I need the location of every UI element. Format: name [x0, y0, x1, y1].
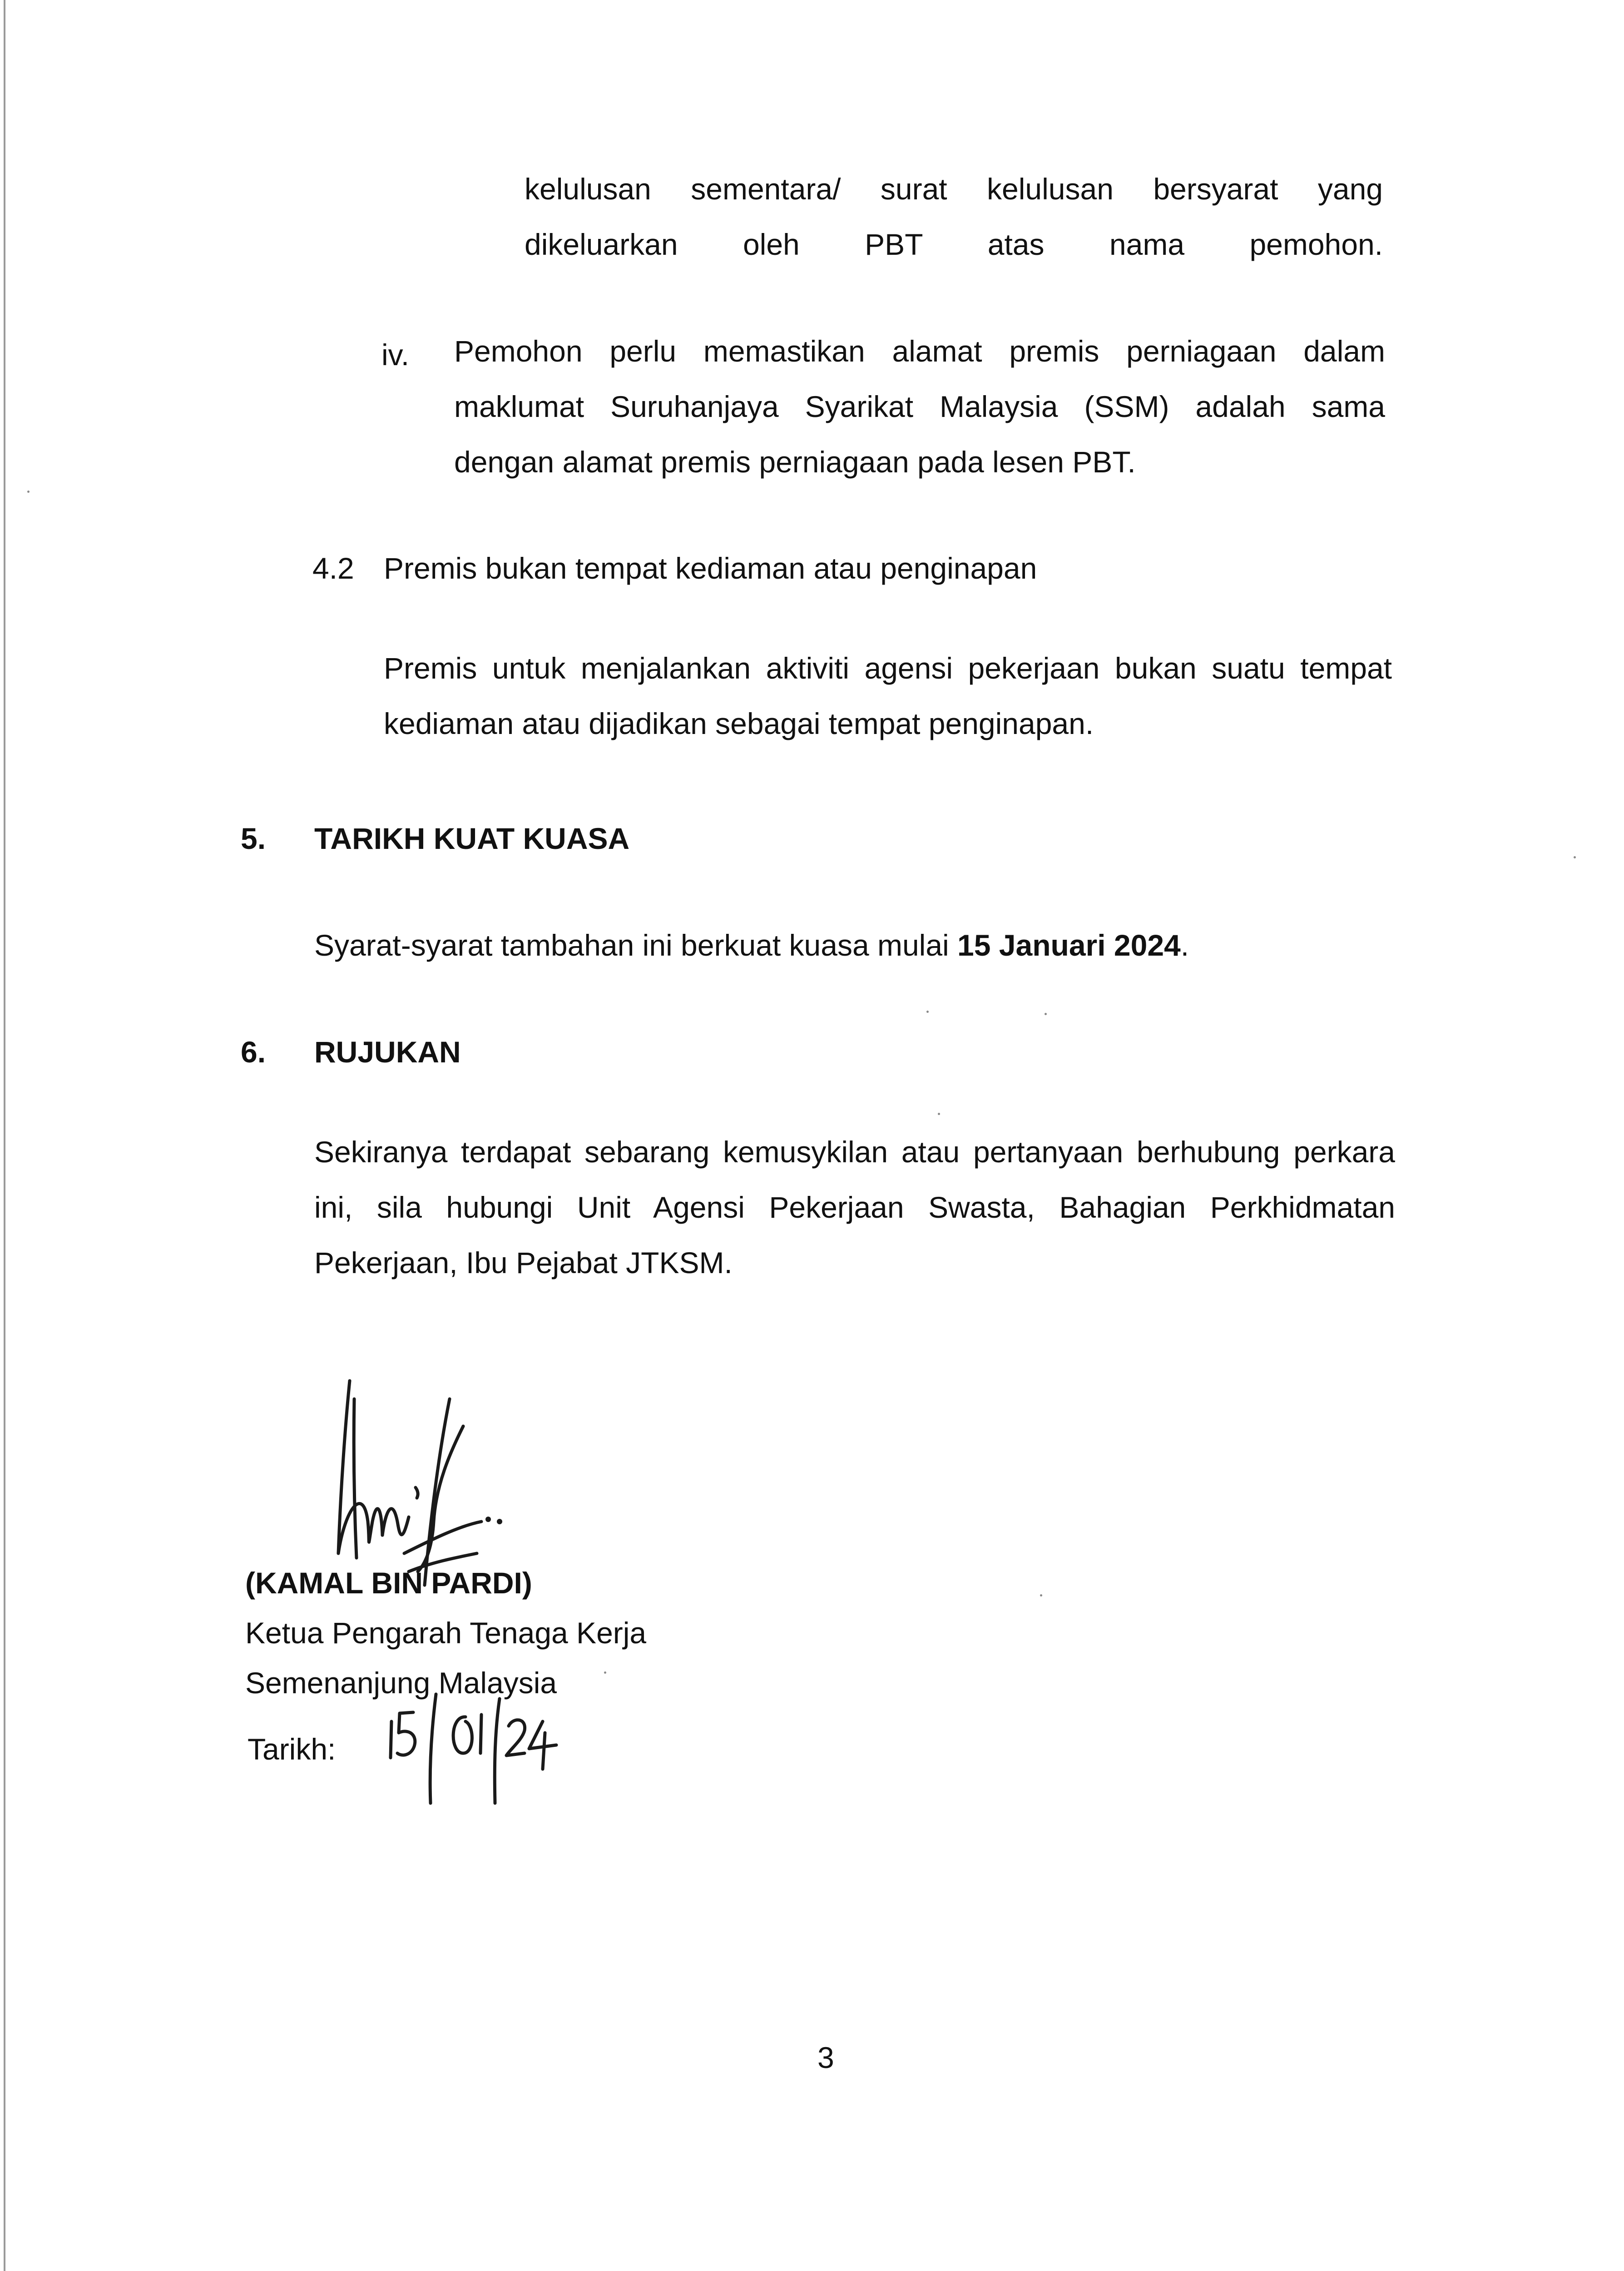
section-5-number: 5. [241, 822, 266, 855]
section-5-title: TARIKH KUAT KUASA [314, 822, 630, 855]
scan-speck [926, 1011, 929, 1013]
section-4-2-number: 4.2 [312, 551, 354, 585]
section-6-text: Sekiranya terdapat sebarang kemusykilan atau pertanyaan berhubung perkara ini, sila hubungi Unit Agensi Pekerjaan Swasta, Bahagian Perkhidmatan Pekerjaan, Ibu Pejabat JTKSM. [314, 1135, 1395, 1279]
section-4-2-text: Premis untuk menjalankan aktiviti agensi pekerjaan bukan suatu tempat kediaman atau dijadikan sebagai tempat penginapan. [384, 651, 1392, 740]
signatory-position-line1: Ketua Pengarah Tenaga Kerja [245, 1616, 647, 1650]
signatory-position-line2: Semenanjung Malaysia [245, 1666, 557, 1700]
scan-speck [1040, 1594, 1042, 1597]
scan-edge-line [4, 0, 5, 2271]
item-iv-text: Pemohon perlu memastikan alamat premis perniagaan dalam maklumat Suruhanjaya Syarikat Malaysia (SSM) adalah sama dengan alamat premis perniagaan pada lesen PBT. [454, 334, 1385, 479]
date-label: Tarikh: [248, 1732, 336, 1766]
signoff-block [245, 1558, 646, 1708]
effective-date: 15 Januari 2024 [957, 928, 1181, 962]
scan-speck [1574, 856, 1576, 858]
section-5-text [314, 917, 1189, 973]
page-number: 3 [817, 2041, 834, 2074]
section-5-text-before: Syarat-syarat tambahan ini berkuat kuasa mulai [314, 928, 958, 962]
section-6-number: 6. [241, 1035, 266, 1069]
item-iv-marker: iv. [381, 338, 410, 372]
scan-speck [604, 1671, 606, 1674]
section-6-title: RUJUKAN [314, 1035, 461, 1069]
signatory-name: (KAMAL BIN PARDI) [245, 1566, 532, 1600]
scan-speck [27, 491, 30, 493]
section-4-2-title: Premis bukan tempat kediaman atau penginapan [384, 551, 1037, 585]
continuation-paragraph: kelulusan sementara/ surat kelulusan bersyarat yang dikeluarkan oleh PBT atas nama pemohon. [525, 172, 1383, 261]
scan-speck [1045, 1013, 1047, 1015]
scan-speck [938, 1113, 940, 1115]
handwritten-date-mark [386, 1690, 559, 1808]
section-5-text-after: . [1180, 928, 1189, 962]
